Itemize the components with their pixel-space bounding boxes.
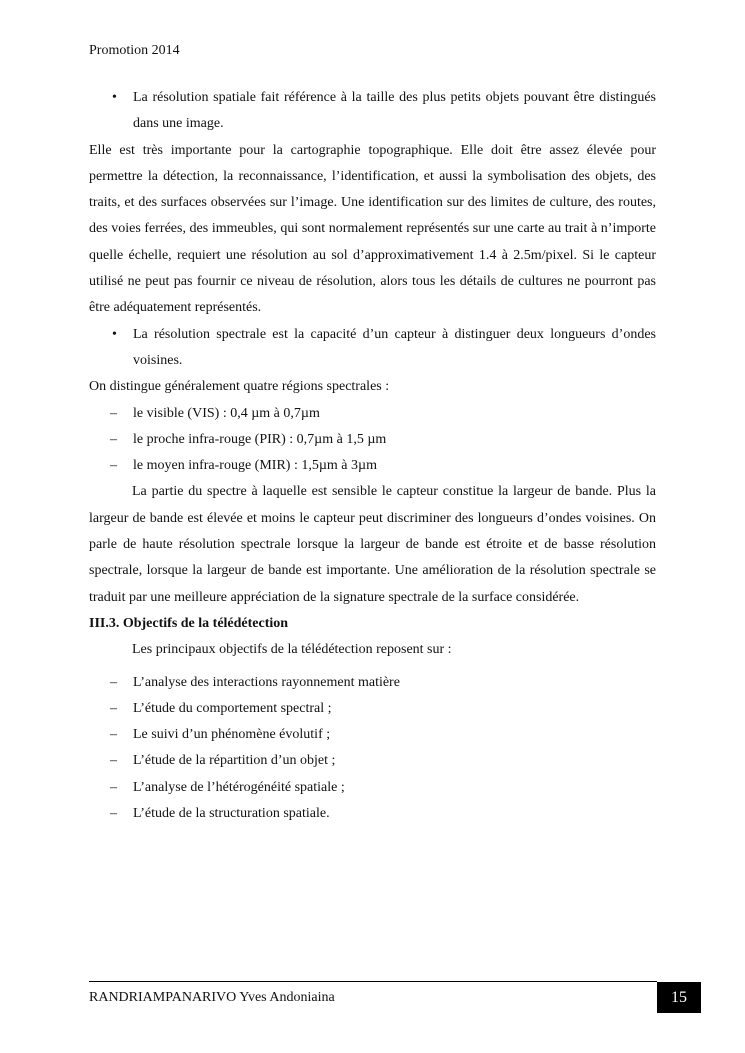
footer-divider	[89, 981, 657, 982]
dash-marker: –	[110, 431, 117, 447]
bullet-marker: •	[112, 90, 117, 105]
bullet-spatial-resolution	[89, 85, 656, 138]
list-item-objective	[89, 801, 656, 827]
list-item-text: L’étude de la répartition d’un objet ;	[133, 753, 336, 769]
list-item-objective	[89, 670, 656, 696]
page-header: Promotion 2014	[89, 43, 180, 58]
dash-marker: –	[110, 806, 117, 822]
list-item-objective	[89, 696, 656, 722]
list-item-region	[89, 453, 656, 479]
list-item-objective	[89, 722, 656, 748]
footer-author: RANDRIAMPANARIVO Yves Andoniaina	[89, 990, 335, 1005]
dash-marker: –	[110, 727, 117, 743]
document-body	[89, 85, 656, 827]
bullet-marker: •	[112, 326, 117, 342]
dash-marker: –	[110, 753, 117, 769]
list-item-region	[89, 427, 656, 453]
list-item-text: L’étude du comportement spectral ;	[133, 700, 332, 716]
list-item-text: L’étude de la structuration spatiale.	[133, 806, 330, 822]
list-item-objective	[89, 748, 656, 774]
list-item-text: le moyen infra-rouge (MIR) : 1,5µm à 3µm	[133, 458, 377, 474]
dash-marker: –	[110, 405, 117, 421]
list-item-text: le proche infra-rouge (PIR) : 0,7µm à 1,5 µm	[133, 431, 387, 447]
list-item-objective	[89, 775, 656, 801]
paragraph-bandwidth: La partie du spectre à laquelle est sensible le capteur constitue la largeur de bande. Plus la largeur de bande est élevée et moins le capteur peut discriminer des longueurs d’ondes voisines. On parle de haute résolution spectrale lorsque la largeur de bande est étroite et de basse résolution spectrale, lorsque la largeur de bande est importante. Une amélioration de la résolution spectrale se traduit par une meilleure appréciation de la signature spectrale de la surface considérée.	[89, 484, 656, 605]
list-item-text: L’analyse des interactions rayonnement matière	[133, 674, 400, 690]
list-item-text: Le suivi d’un phénomène évolutif ;	[133, 727, 331, 743]
paragraph-spectral-regions-intro: On distingue généralement quatre régions spectrales :	[89, 379, 390, 395]
paragraph-importance: Elle est très importante pour la cartographie topographique. Elle doit être assez élevée pour permettre la détection, la reconnaissance, l’identification, et aussi la symbolisation des objets, des traits, et des surfaces observées sur l’image. Une identification sur des limites de culture, des routes, des voies ferrées, des immeubles, qui sont normalement représentés sur une carte au trait à n’importe quelle échelle, requiert une résolution au sol d’approximativement 1.4 à 2.5m/pixel. Si le capteur utilisé ne peut pas fournir ce niveau de résolution, alors tous les détails de cultures ne pourront pas être adéquatement représentés.	[89, 142, 656, 316]
list-item-region	[89, 401, 656, 427]
page-number: 15	[657, 982, 701, 1013]
list-item-text: L’analyse de l’hétérogénéité spatiale ;	[133, 779, 345, 795]
section-heading: III.3. Objectifs de la télédétection	[89, 615, 289, 631]
bullet-spectral-resolution	[89, 322, 656, 375]
dash-marker: –	[110, 458, 117, 474]
bullet-text: La résolution spectrale est la capacité d’un capteur à distinguer deux longueurs d’ondes voisines.	[133, 326, 656, 368]
paragraph-objectives-intro: Les principaux objectifs de la télédétection reposent sur :	[132, 642, 452, 658]
bullet-text: La résolution spatiale fait référence à la taille des plus petits objets pouvant être distingués dans une image.	[133, 90, 656, 132]
list-item-text: le visible (VIS) : 0,4 µm à 0,7µm	[133, 405, 320, 421]
dash-marker: –	[110, 674, 117, 690]
dash-marker: –	[110, 700, 117, 716]
dash-marker: –	[110, 779, 117, 795]
